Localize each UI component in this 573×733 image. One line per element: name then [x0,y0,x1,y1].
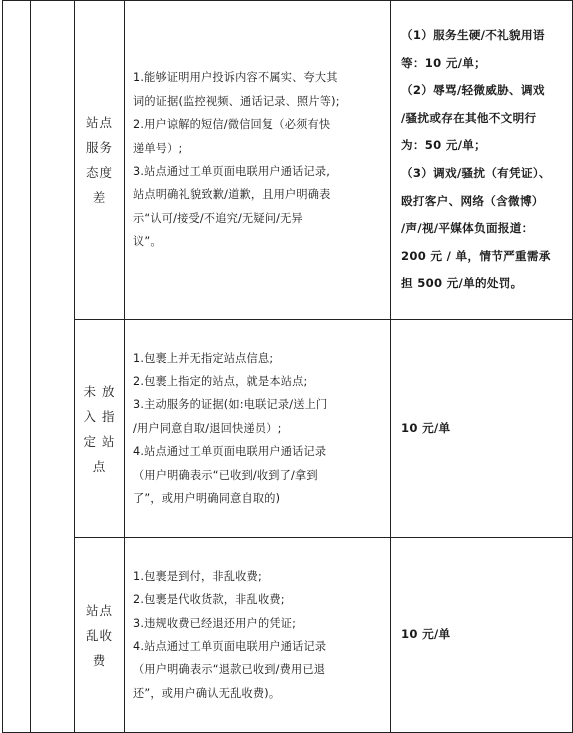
category-line: 未 放 [83,383,116,399]
penalty-line: 担 500 元/单的处罚。 [401,276,523,291]
outer-merged-cell-left [3,1,31,733]
penalty-cell [391,538,573,733]
exemption-evidence-cell [125,320,391,538]
outer-merged-cell-second [31,1,75,733]
exemption-evidence-cell [125,538,391,733]
requirement-line: 议”。 [133,235,162,249]
category-line: 态度 [85,165,113,180]
requirement-line: 2.包裹上指定的站点，就是本站点; [133,374,308,388]
category-line: 入 指 [83,408,116,424]
penalty-line: 10 元/单 [401,420,451,435]
penalty-cell [391,1,573,320]
requirement-line: 1.包裹是到付，非乱收费; [133,569,262,583]
penalty-line: 10 元/单 [401,627,451,642]
category-line: 服务 [85,140,113,155]
requirement-line: /用户同意自取/退回快递员）; [133,421,282,435]
penalty-line: /骚扰或存在其他不文明行 [401,110,537,125]
requirement-line: （用户明确表示“已收到/收到了/拿到 [133,468,318,482]
penalty-line: 200 元 / 单，情节严重需承 [401,248,551,263]
requirement-line: 示“认可/接受/不追究/无疑问/无异 [133,211,303,225]
requirement-line: 2.包裹是代收货款，非乱收费; [133,593,285,607]
category-cell [75,1,125,320]
requirement-line: 2.用户谅解的短信/微信回复（必须有快 [133,118,331,132]
category-line: 站点 [85,115,113,130]
requirement-line: 3.违规收费已经退还用户的凭证; [133,616,297,630]
exemption-evidence-cell [125,1,391,320]
requirement-line: 站点明确礼貌致歉/道歉，且用户明确表 [133,188,331,202]
requirement-line: 了”，或用户明确同意自取的) [133,492,281,506]
table-row [3,1,573,320]
requirement-line: （用户明确表示“退款已收到/费用已退 [133,663,326,677]
table-row [3,320,573,538]
requirement-line: 4.站点通过工单页面电联用户通话记录 [133,445,327,459]
category-line: 定 站 [83,433,116,449]
category-cell [75,538,125,733]
category-line: 点 [92,458,107,474]
table-row [3,538,573,733]
penalty-line: （3）调戏/骚扰（有凭证）、 [401,166,551,180]
category-line: 费 [92,652,107,668]
penalty-line: （2）辱骂/轻微威胁、调戏 [401,83,545,98]
penalty-line: /声/视/平媒体负面报道： [401,221,534,236]
requirement-line: 4.站点通过工单页面电联用户通话记录 [133,640,327,653]
penalty-cell [391,320,573,538]
requirement-line: 3.站点通过工单页面电联用户通话记录, [133,165,331,178]
penalty-line: （1）服务生硬/不礼貌用语 [401,28,545,43]
requirement-line: 3.主动服务的证据(如:电联记录/送上门 [133,398,328,412]
requirement-line: 递单号）; [133,141,183,155]
category-line: 差 [92,190,107,205]
category-line: 站点 [85,602,113,618]
requirement-line: 1.包裹上并无指定站点信息; [133,351,274,365]
category-line: 乱收 [85,627,113,643]
requirement-line: 还”，或用户确认无乱收费)。 [133,686,281,700]
category-cell [75,320,125,538]
penalty-line: 殴打客户、网络（含微博） [401,193,544,208]
requirement-line: 1.能够证明用户投诉内容不属实、夸大其 [133,71,338,85]
penalty-line: 为：50 元/单； [401,138,487,153]
penalty-rules-table [2,0,573,733]
penalty-line: 等：10 元/单； [401,55,487,70]
requirement-line: 词的证据(监控视频、通话记录、照片等); [133,94,340,108]
